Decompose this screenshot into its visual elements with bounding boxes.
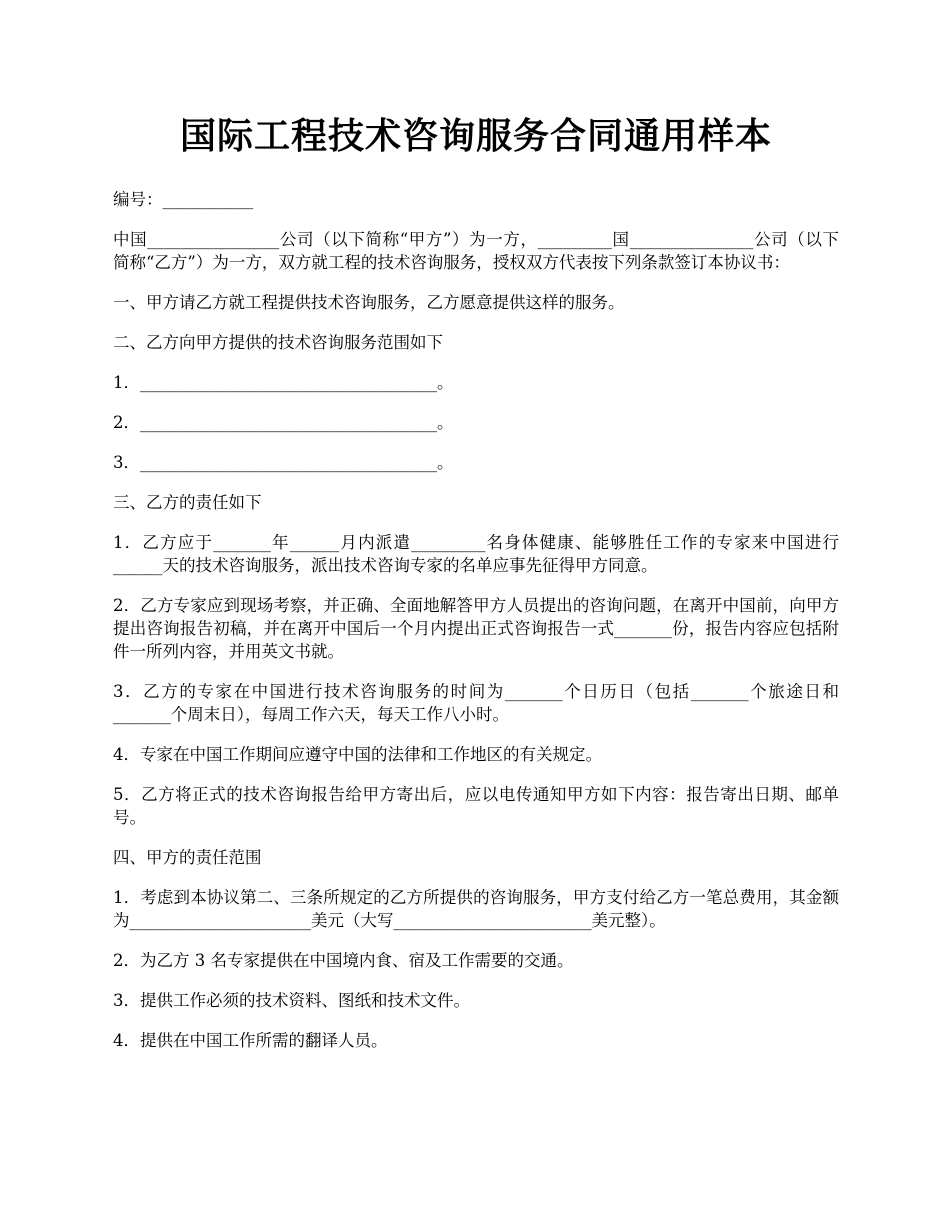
article-4-item-1: 1．考虑到本协议第二、三条所规定的乙方所提供的咨询服务，甲方支付给乙方一笔总费用，其金额为______________________美元（大写________________________美元整）。 (113, 888, 839, 930)
article-3-item-4: 4．专家在中国工作期间应遵守中国的法律和工作地区的有关规定。 (113, 745, 602, 764)
article-2-item-2: 2．____________________________________。 (113, 413, 454, 432)
article-2-item-1: 1．____________________________________。 (113, 373, 454, 392)
article-3-item-1: 1．乙方应于_______年______月内派遣_________名身体健康、能够胜任工作的专家来中国进行______天的技术咨询服务，派出技术咨询专家的名单应事先征得甲方同意。 (113, 533, 839, 575)
contract-number: 编号：___________ (113, 190, 254, 209)
article-3-heading: 三、乙方的责任如下 (113, 493, 262, 512)
article-3-item-5: 5．乙方将正式的技术咨询报告给甲方寄出后，应以电传通知甲方如下内容：报告寄出日期、邮单号。 (113, 785, 839, 827)
article-4-item-2: 2．为乙方 3 名专家提供在中国境内食、宿及工作需要的交通。 (113, 951, 574, 970)
article-1: 一、甲方请乙方就工程提供技术咨询服务，乙方愿意提供这样的服务。 (113, 293, 625, 312)
article-2-item-3: 3．____________________________________。 (113, 453, 454, 472)
article-4-heading: 四、甲方的责任范围 (113, 848, 262, 867)
parties-clause: 中国________________公司（以下简称“甲方”）为一方，_________国_______________公司（以下简称“乙方”）为一方，双方就工程的技术咨询服务，授权双方代表按下列条款签订本协议书： (113, 230, 839, 272)
document-title: 国际工程技术咨询服务合同通用样本 (179, 115, 772, 157)
document-page (113, 112, 839, 1069)
article-4-item-3: 3．提供工作必须的技术资料、图纸和技术文件。 (113, 991, 470, 1010)
article-2-heading: 二、乙方向甲方提供的技术咨询服务范围如下 (113, 333, 443, 352)
article-3-item-3: 3．乙方的专家在中国进行技术咨询服务的时间为_______个日历日（包括_______个旅途日和_______个周末日），每周工作六天，每天工作八小时。 (113, 682, 839, 724)
article-4-item-4: 4．提供在中国工作所需的翻译人员。 (113, 1031, 388, 1050)
article-3-item-2: 2．乙方专家应到现场考察，并正确、全面地解答甲方人员提出的咨询问题，在离开中国前，向甲方提出咨询报告初稿，并在离开中国后一个月内提出正式咨询报告一式_______份，报告内容应包括附件一所列内容，并用英文书就。 (113, 596, 839, 661)
